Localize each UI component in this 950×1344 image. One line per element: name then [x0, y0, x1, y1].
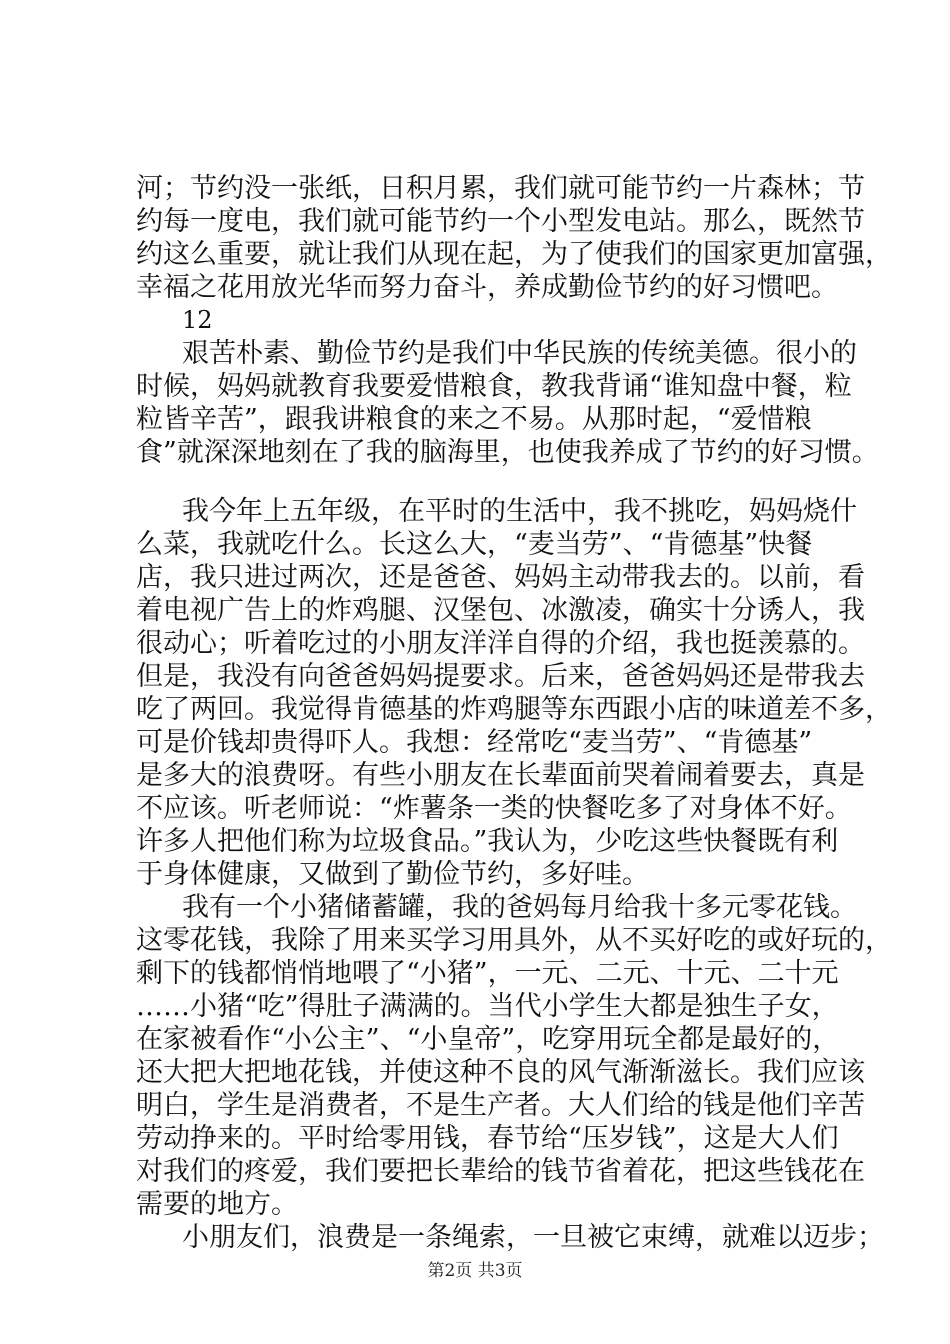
- paragraph-gap: [136, 469, 836, 495]
- section-number: 12: [182, 306, 213, 334]
- text-line: 很动心；听着吃过的小朋友洋洋自得的介绍，我也挺羡慕的。: [136, 628, 865, 659]
- document-body: [136, 172, 892, 1254]
- text-line: 这零花钱，我除了用来买学习用具外，从不买好吃的或好玩的，: [136, 925, 892, 956]
- text-line: 是多大的浪费呀。有些小朋友在长辈面前哭着闹着要去，真是: [136, 760, 865, 791]
- text-line: 可是价钱却贵得吓人。我想：经常吃“麦当劳”、“肯德基”: [136, 727, 813, 758]
- text-line: 店，我只进过两次，还是爸爸、妈妈主动带我去的。以前，看: [136, 562, 865, 593]
- text-line: 艰苦朴素、勤俭节约是我们中华民族的传统美德。很小的: [182, 338, 857, 369]
- text-line: 幸福之花用放光华而努力奋斗，养成勤俭节约的好习惯吧。: [136, 272, 838, 303]
- text-line: 剩下的钱都悄悄地喂了“小猪”，一元、二元、十元、二十元: [136, 958, 839, 989]
- text-line: 时候，妈妈就教育我要爱惜粮食，教我背诵“谁知盘中餐，粒: [136, 371, 852, 402]
- text-line: 不应该。听老师说：“炸薯条一类的快餐吃多了对身体不好。: [136, 793, 852, 824]
- text-line: 但是，我没有向爸爸妈妈提要求。后来，爸爸妈妈还是带我去: [136, 661, 865, 692]
- text-line: 我有一个小猪储蓄罐，我的爸妈每月给我十多元零花钱。: [182, 892, 857, 923]
- text-line: 许多人把他们称为垃圾食品。”我认为，少吃这些快餐既有利: [136, 826, 839, 857]
- text-line: 吃了两回。我觉得肯德基的炸鸡腿等东西跟小店的味道差不多，: [136, 694, 892, 725]
- text-line: 河；节约没一张纸，日积月累，我们就可能节约一片森林；节: [136, 173, 865, 204]
- text-line: 在家被看作“小公主”、“小皇帝”，吃穿用玩全都是最好的，: [136, 1024, 840, 1055]
- text-line: 约这么重要，就让我们从现在起，为了使我们的国家更加富强，: [136, 239, 892, 270]
- text-line: 约每一度电，我们就可能节约一个小型发电站。那么，既然节: [136, 206, 865, 237]
- text-line: 粒皆辛苦”，跟我讲粮食的来之不易。从那时起，“爱惜粮: [136, 404, 812, 435]
- text-line: ……小猪“吃”得肚子满满的。当代小学生大都是独生子女，: [136, 991, 839, 1022]
- page-footer: 第2页 共3页: [427, 1261, 523, 1281]
- text-line: 着电视广告上的炸鸡腿、汉堡包、冰激凌，确实十分诱人，我: [136, 595, 865, 626]
- text-line: 需要的地方。: [136, 1189, 298, 1220]
- text-line: 小朋友们，浪费是一条绳索，一旦被它束缚，就难以迈步；: [182, 1222, 884, 1253]
- text-line: 于身体健康，又做到了勤俭节约，多好哇。: [136, 859, 649, 890]
- text-line: 么菜，我就吃什么。长这么大，“麦当劳”、“肯德基”快餐: [136, 529, 813, 560]
- text-line: 我今年上五年级，在平时的生活中，我不挑吃，妈妈烧什: [182, 496, 857, 527]
- text-line: 明白，学生是消费者，不是生产者。大人们给的钱是他们辛苦: [136, 1090, 865, 1121]
- text-line: 对我们的疼爱，我们要把长辈给的钱节省着花，把这些钱花在: [136, 1156, 865, 1187]
- text-line: 食”就深深地刻在了我的脑海里，也使我养成了节约的好习惯。: [136, 437, 879, 468]
- text-line: 还大把大把地花钱，并使这种不良的风气渐渐滋长。我们应该: [136, 1057, 865, 1088]
- text-line: 劳动挣来的。平时给零用钱，春节给“压岁钱”，这是大人们: [136, 1123, 839, 1154]
